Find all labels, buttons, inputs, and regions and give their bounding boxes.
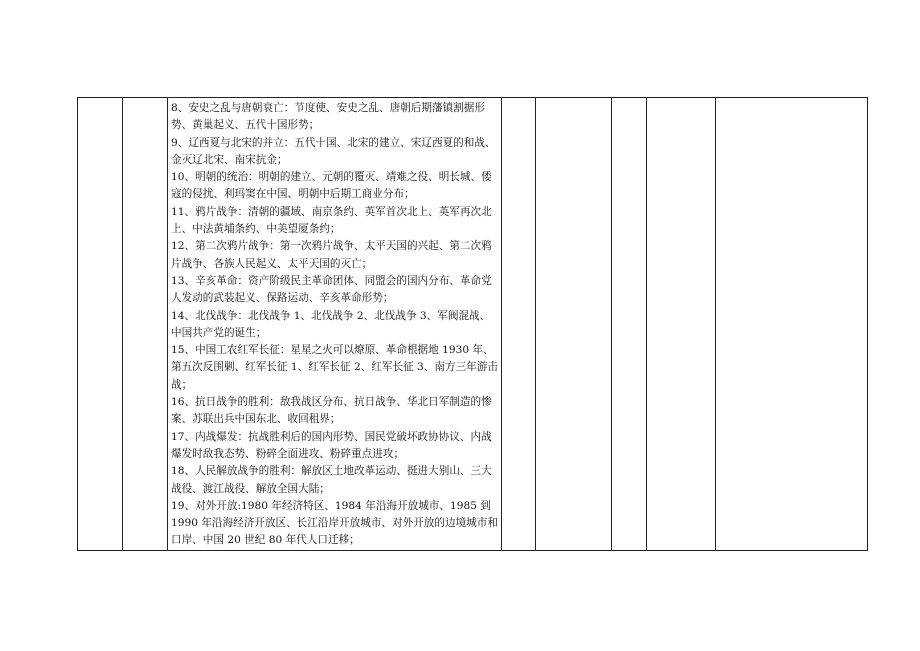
table-cell-empty-1 [78, 98, 123, 551]
table-cell-empty-5 [536, 98, 612, 551]
list-item: 19、对外开放:1980 年经济特区、1984 年沿海开放城市、1985 到 1990 年沿海经济开放区、长江沿岸开放城市、对外开放的边境城市和口岸、中国 20 世纪 80 年代人口迁移； [171, 499, 498, 547]
table-cell-empty-6 [612, 98, 647, 551]
table-cell-empty-7 [647, 98, 716, 551]
list-item: 17、内战爆发：抗战胜利后的国内形势、国民党破坏政协协议、内战爆发时敌我态势、粉碎全面进攻、粉碎重点进攻； [171, 430, 492, 460]
list-item: 15、中国工农红军长征：星星之火可以燎原、革命根据地 1930 年、第五次反围剿、红军长征 1、红军长征 2、红军长征 3、南方三年游击战； [171, 344, 498, 391]
table-cell-content [168, 98, 502, 551]
curriculum-table [77, 97, 868, 551]
table-cell-empty-2 [123, 98, 168, 551]
list-item: 11、鸦片战争：清朝的疆域、南京条约、英军首次北上、英军再次北上、中法黄埔条约、中美望厦条约； [171, 205, 492, 236]
list-item: 8、安史之乱与唐朝衰亡：节度使、安史之乱、唐朝后期藩镇割据形势、黄巢起义、五代十国形势； [171, 102, 485, 132]
table-row [78, 98, 868, 551]
list-item: 12、第二次鸦片战争：第一次鸦片战争、太平天国的兴起、第二次鸦片战争、各族人民起义、太平天国的灭亡； [171, 240, 492, 270]
list-item: 18、人民解放战争的胜利：解放区土地改革运动、挺进大别山、三大战役、渡江战役、解放全国大陆； [171, 465, 492, 495]
table-cell-empty-8 [716, 98, 868, 551]
list-item: 10、明朝的统治：明朝的建立、元朝的覆灭、靖难之役、明长城、倭寇的侵扰、利玛窦在中国、明朝中后期工商业分布； [171, 171, 492, 201]
table-cell-empty-4 [502, 98, 536, 551]
list-item: 16、抗日战争的胜利：敌我战区分布、抗日战争、华北日军制造的惨案、苏联出兵中国东北、收回租界； [171, 396, 492, 426]
list-item: 9、辽西夏与北宋的并立：五代十国、北宋的建立、宋辽西夏的和战、金灭辽北宋、南宋抗金； [171, 136, 496, 166]
list-item: 14、北伐战争：北伐战争 1、北伐战争 2、北伐战争 3、军阀混战、中国共产党的诞生； [171, 309, 491, 339]
list-item: 13、辛亥革命：资产阶级民主革命团体、同盟会的国内分布、革命党人发动的武装起义、保路运动、辛亥革命形势； [171, 274, 492, 305]
